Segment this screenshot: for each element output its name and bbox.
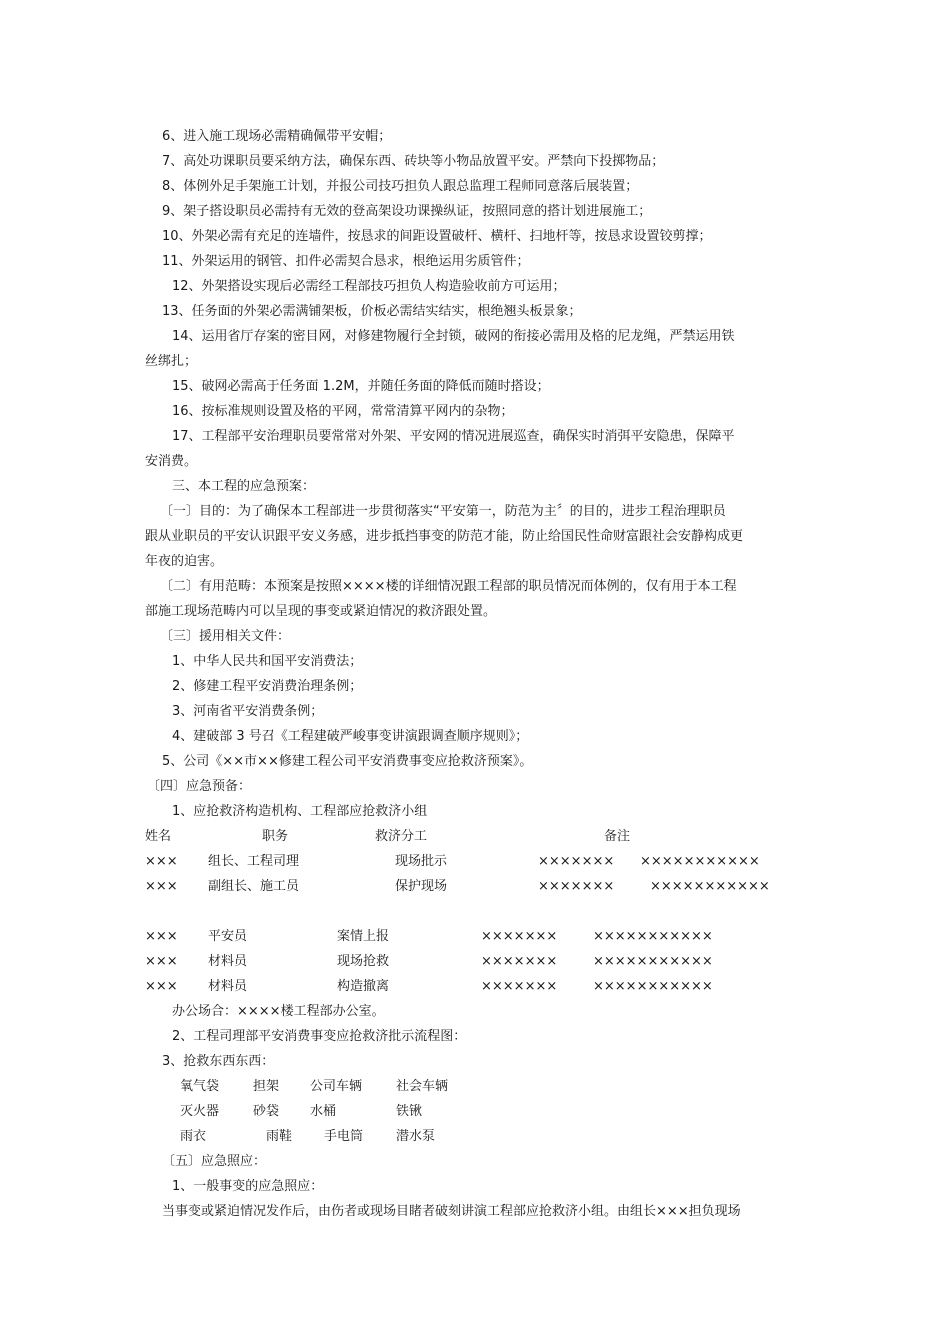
table-cell: 副组长、施工员: [208, 879, 300, 894]
rule-7: 7、高处功课职员要采纳方法，确保东西、砖块等小物品放置平安。严禁向下投掷物品；: [162, 154, 665, 169]
table-cell: ×××××××: [538, 854, 615, 869]
table-cell: ×××××××××××: [640, 854, 760, 869]
rule-15: 15、破网必需高于任务面 1.2M，并随任务面的降低而随时搭设；: [172, 379, 550, 394]
table-cell: ×××××××××××: [593, 979, 713, 994]
list-item: 担架: [253, 1079, 280, 1094]
list-item: 潜水泵: [396, 1129, 436, 1144]
list-item: 雨衣: [180, 1129, 207, 1144]
list-item: 铁锹: [396, 1104, 423, 1119]
list-item: 水桶: [310, 1104, 337, 1119]
rule-6: 6、进入施工现场必需精确佩带平安帽；: [162, 129, 392, 144]
reference-2: 2、修建工程平安消费治理条例；: [172, 679, 363, 694]
rule-10: 10、外架必需有充足的连墙件，按恳求的间距设置破杆、横杆、扫地杆等，按恳求设置铰剪撑；: [162, 229, 712, 244]
response-paragraph: 当事变或紧迫情况发作后，由伤者或现场目睹者破刻讲演工程部应抢救济小组。由组长×××担负现场: [162, 1204, 741, 1219]
table-header-remark: 备注: [604, 829, 631, 844]
table-cell: ×××××××: [538, 879, 615, 894]
references-heading: 〔三〕援用相关文件：: [160, 629, 291, 644]
rule-16: 16、按标准规则设置及格的平网，常常清算平网内的杂物；: [172, 404, 514, 419]
purpose-line-2: 跟从业职员的平安认识跟平安义务感，进步抵挡事变的防范才能，防止给国民性命财富跟社会安静构成更: [145, 529, 744, 544]
table-cell: 平安员: [208, 929, 248, 944]
reference-5: 5、公司《××市××修建工程公司平安消费事变应抢救济预案》。: [162, 754, 533, 769]
list-item: 公司车辆: [310, 1079, 363, 1094]
equipment-heading: 3、抢救东西东西：: [162, 1054, 275, 1069]
table-cell: ×××××××××××: [650, 879, 770, 894]
reference-1: 1、中华人民共和国平安消费法；: [172, 654, 363, 669]
table-cell: 现场批示: [395, 854, 448, 869]
list-item: 氧气袋: [180, 1079, 220, 1094]
rule-13: 13、任务面的外架必需满铺架板，价板必需结实结实，根绝翘头板景象；: [162, 304, 582, 319]
table-cell: ×××××××××××: [593, 954, 713, 969]
section-heading-emergency-plan: 三、本工程的应急预案：: [172, 479, 316, 494]
table-cell: ×××××××: [481, 954, 558, 969]
table-header-duty: 救济分工: [375, 829, 428, 844]
general-response-heading: 1、一般事变的应急照应：: [172, 1179, 324, 1194]
rule-14-cont: 丝绑扎；: [145, 354, 198, 369]
list-item: 雨鞋: [266, 1129, 293, 1144]
list-item: 社会车辆: [396, 1079, 449, 1094]
list-item: 砂袋: [253, 1104, 280, 1119]
preparation-heading: 〔四〕应急预备：: [147, 779, 252, 794]
rule-17-cont: 安消费。: [145, 454, 198, 469]
table-cell: ×××××××××××: [593, 929, 713, 944]
reference-4: 4、建破部 3 号召《工程建破严峻事变讲演跟调查顺序规则》；: [172, 729, 529, 744]
table-cell: 保护现场: [395, 879, 448, 894]
table-cell: ×××: [145, 979, 178, 994]
reference-3: 3、河南省平安消费条例；: [172, 704, 324, 719]
table-cell: 组长、工程司理: [208, 854, 300, 869]
table-cell: 现场抢救: [337, 954, 390, 969]
list-item: 手电筒: [324, 1129, 364, 1144]
table-cell: ×××××××: [481, 979, 558, 994]
rule-8: 8、体例外足手架施工计划，并报公司技巧担负人跟总监理工程师同意落后展装置；: [162, 179, 639, 194]
command-flowchart-heading: 2、工程司理部平安消费事变应抢救济批示流程图：: [172, 1029, 467, 1044]
rule-17: 17、工程部平安治理职员要常常对外架、平安网的情况进展巡查，确保实时消弭平安隐患，保障平: [172, 429, 735, 444]
scope-line-1: 〔二〕有用范畴：本预案是按照××××楼的详细情况跟工程部的职员情况而体例的，仅有用于本工程: [160, 579, 737, 594]
rule-11: 11、外架运用的钢管、扣件必需契合恳求，根绝运用劣质管件；: [162, 254, 530, 269]
rule-14: 14、运用省厅存案的密目网，对修建物履行全封锁，破网的衔接必需用及格的尼龙绳，严禁运用铁: [172, 329, 735, 344]
office-location: 办公场合：××××楼工程部办公室。: [172, 1004, 385, 1019]
table-header-name: 姓名: [145, 829, 172, 844]
table-cell: ×××: [145, 929, 178, 944]
table-cell: ×××: [145, 954, 178, 969]
table-cell: ×××: [145, 854, 178, 869]
rule-9: 9、架子搭设职员必需持有无效的登高架设功课操纵证，按照同意的搭计划进展施工；: [162, 204, 652, 219]
scope-line-2: 部施工现场范畴内可以呈现的事变或紧迫情况的救济跟处置。: [145, 604, 497, 619]
rescue-org-heading: 1、应抢救济构造机构、工程部应抢救济小组: [172, 804, 428, 819]
table-cell: 材料员: [208, 954, 248, 969]
purpose-line-1: 〔一〕目的：为了确保本工程部进一步贯彻落实“平安第一，防范为主〞的目的，进步工程治理职员: [160, 504, 726, 519]
table-header-position: 职务: [262, 829, 289, 844]
table-cell: ×××××××: [481, 929, 558, 944]
table-cell: ×××: [145, 879, 178, 894]
response-heading: 〔五〕应急照应：: [162, 1154, 267, 1169]
list-item: 灭火器: [180, 1104, 220, 1119]
table-cell: 构造撤离: [337, 979, 390, 994]
table-cell: 案情上报: [337, 929, 390, 944]
rule-12: 12、外架搭设实现后必需经工程部技巧担负人构造验收前方可运用；: [172, 279, 566, 294]
table-cell: 材料员: [208, 979, 248, 994]
purpose-line-3: 年夜的迫害。: [145, 554, 224, 569]
